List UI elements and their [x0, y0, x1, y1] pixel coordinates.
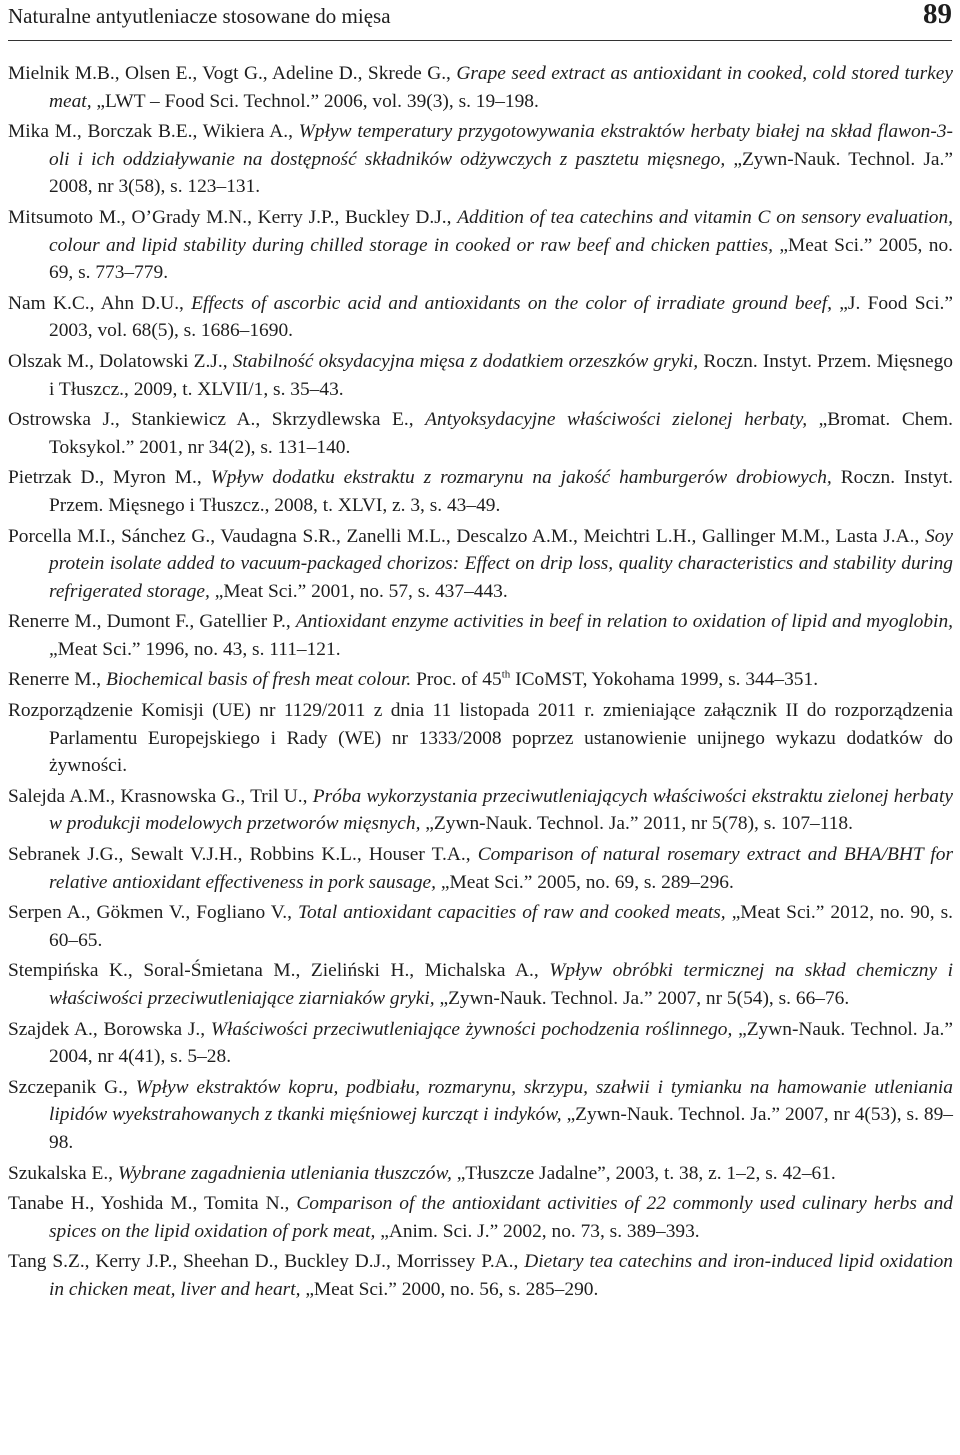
- reference-list: [8, 60, 953, 1304]
- reference-title: Dietary tea catechins and iron-induced lipid oxidation in chicken meat, liver and heart,: [49, 1251, 953, 1300]
- reference-source: „Meat Sci.” 2005, no. 69, s. 289–296.: [440, 871, 734, 893]
- reference-title: Właściwości przeciwutleniające żywności pochodzenia roślinnego,: [210, 1018, 733, 1040]
- reference-source: „Meat Sci.” 2005, no. 69, s. 773–779.: [49, 234, 954, 284]
- reference-source: „Zywn-Nauk. Technol. Ja.” 2007, nr 5(54), s. 66–76.: [439, 988, 850, 1009]
- reference-title: Wpływ temperatury przygotowywania ekstraktów herbaty białej na skład flawon-3-oli i ich oddziaływanie na dostępność składników odżywczych z pasztetu mięsnego,: [49, 121, 953, 170]
- reference-source: „LWT – Food Sci. Technol.” 2006, vol. 39(3), s. 19–198.: [96, 90, 539, 112]
- reference-title: Total antioxidant capacities of raw and cooked meats,: [298, 902, 726, 924]
- reference-title: Biochemical basis of fresh meat colour.: [106, 669, 412, 691]
- running-title: Naturalne antyutleniacze stosowane do mięsa: [8, 4, 391, 28]
- reference-source: „Zywn-Nauk. Technol. Ja.” 2011, nr 5(78), s. 107–118.: [425, 813, 853, 835]
- reference-source: Roczn. Instyt. Przem. Mięsnego i Tłuszcz., 2009, t. XLVII/1, s. 35–43.: [49, 350, 953, 400]
- reference-entry: [8, 118, 953, 201]
- reference-authors: Salejda A.M., Krasnowska G., Tril U.,: [8, 785, 308, 807]
- reference-authors: Mitsumoto M., O’Grady M.N., Kerry J.P., Buckley D.J.,: [8, 206, 452, 228]
- reference-authors: Szukalska E.,: [8, 1162, 114, 1184]
- reference-entry: [8, 1074, 953, 1157]
- reference-source: „J. Food Sci.” 2003, vol. 68(5), s. 1686–1690.: [49, 292, 953, 342]
- reference-authors: Nam K.C., Ahn D.U.,: [8, 292, 184, 314]
- reference-source: Roczn. Instyt. Przem. Mięsnego i Tłuszcz., 2008, t. XLVI, z. 3, s. 43–49.: [49, 467, 953, 516]
- reference-title: Comparison of the antioxidant activities of 22 commonly used culinary herbs and spices on the lipid oxidation of pork meat,: [49, 1193, 953, 1242]
- reference-entry: [8, 1160, 953, 1188]
- reference-text: Rozporządzenie Komisji (UE) nr 1129/2011 z dnia 11 listopada 2011 r. zmieniające załącznik II do rozporządzenia Parlamentu Europejskiego i Rady (WE) nr 1333/2008 poprzez ustanowienie unijnego wykazu dodatków do żywności.: [8, 700, 953, 777]
- reference-entry: [8, 348, 953, 403]
- reference-source: „Meat Sci.” 1996, no. 43, s. 111–121.: [49, 638, 341, 660]
- reference-source: „Zywn-Nauk. Technol. Ja.” 2007, nr 4(53), s. 89–98.: [49, 1104, 953, 1153]
- reference-entry: [8, 666, 953, 694]
- reference-source: „Zywn-Nauk. Technol. Ja.” 2008, nr 3(58), s. 123–131.: [49, 148, 953, 198]
- reference-entry: [8, 523, 953, 606]
- reference-source: „Anim. Sci. J.” 2002, no. 73, s. 389–393.: [380, 1220, 700, 1242]
- reference-authors: Mielnik M.B., Olsen E., Vogt G., Adeline D., Skrede G.,: [8, 63, 451, 84]
- reference-entry: [8, 1190, 953, 1245]
- reference-superscript: th: [501, 669, 511, 681]
- reference-entry: [8, 290, 953, 345]
- reference-authors: Renerre M., Dumont F., Gatellier P.,: [8, 611, 291, 633]
- reference-source: „Meat Sci.” 2001, no. 57, s. 437–443.: [214, 580, 508, 602]
- reference-authors: Pietrzak D., Myron M.,: [8, 467, 202, 489]
- reference-entry: [8, 608, 953, 663]
- reference-title: Effects of ascorbic acid and antioxidants on the color of irradiate ground beef,: [191, 292, 833, 314]
- reference-title: Wybrane zagadnienia utleniania tłuszczów,: [117, 1162, 452, 1184]
- reference-entry: [8, 60, 953, 115]
- page-number: 89: [923, 0, 952, 30]
- reference-entry: [8, 899, 953, 954]
- reference-title: Próba wykorzystania przeciwutleniających właściwości ekstraktu zielonej herbaty w produkcji modelowych przetworów mięsnych,: [49, 785, 953, 835]
- reference-authors: Tang S.Z., Kerry J.P., Sheehan D., Buckley D.J., Morrissey P.A.,: [8, 1251, 519, 1273]
- reference-entry: [8, 204, 953, 287]
- reference-authors: Mika M., Borczak B.E., Wikiera A.,: [8, 121, 293, 143]
- reference-authors: Tanabe H., Yoshida M., Tomita N.,: [8, 1193, 290, 1215]
- reference-authors: Olszak M., Dolatowski Z.J.,: [8, 350, 228, 372]
- reference-authors: Serpen A., Gökmen V., Fogliano V.,: [8, 902, 293, 924]
- reference-title: Stabilność oksydacyjna mięsa z dodatkiem orzeszków gryki,: [232, 350, 699, 372]
- reference-title: Antyoksydacyjne właściwości zielonej herbaty,: [425, 409, 808, 431]
- reference-authors: Ostrowska J., Stankiewicz A., Skrzydlewska E.,: [8, 409, 414, 431]
- reference-entry: [8, 464, 953, 519]
- reference-source: „Tłuszcze Jadalne”, 2003, t. 38, z. 1–2, s. 42–61.: [456, 1162, 836, 1184]
- reference-entry: [8, 1016, 953, 1071]
- reference-authors: Sebranek J.G., Sewalt V.J.H., Robbins K.L., Houser T.A.,: [8, 844, 471, 866]
- reference-authors: Szajdek A., Borowska J.,: [8, 1018, 206, 1040]
- page-header: [8, 0, 952, 41]
- reference-source: „Meat Sci.” 2000, no. 56, s. 285–290.: [305, 1278, 599, 1300]
- reference-entry: [8, 841, 953, 896]
- reference-title: Antioxidant enzyme activities in beef in relation to oxidation of lipid and myoglobin,: [295, 611, 953, 633]
- reference-authors: Stempińska K., Soral-Śmietana M., Zieliński H., Michalska A.,: [8, 960, 539, 982]
- reference-title: Addition of tea catechins and vitamin C on sensory evaluation, colour and lipid stability during chilled storage in cooked or raw beef and chicken patties,: [49, 206, 953, 256]
- reference-source: ICoMST, Yokohama 1999, s. 344–351.: [515, 669, 819, 691]
- reference-source-prefix: Proc. of 45: [416, 669, 502, 691]
- reference-entry: [8, 697, 953, 780]
- reference-authors: Renerre M.,: [8, 669, 102, 691]
- reference-title: Grape seed extract as antioxidant in cooked, cold stored turkey meat,: [49, 63, 953, 112]
- reference-title: Wpływ ekstraktów kopru, podbiału, rozmarynu, skrzypu, szałwii i tymianku na hamowanie utleniania lipidów wyekstrahowanych z tkanki mięśniowej kurcząt i indyków,: [49, 1076, 953, 1126]
- reference-entry: [8, 406, 953, 461]
- reference-title: Wpływ dodatku ekstraktu z rozmarynu na jakość hamburgerów drobiowych,: [210, 467, 832, 489]
- reference-title: Wpływ obróbki termicznej na skład chemiczny i właściwości przeciwutleniające ziarniaków gryki,: [49, 960, 954, 1009]
- reference-authors: Szczepanik G.,: [8, 1076, 128, 1098]
- reference-authors: Porcella M.I., Sánchez G., Vaudagna S.R., Zanelli M.L., Descalzo A.M., Meichtri L.H., Gallinger M.M., Lasta J.A.,: [8, 525, 920, 547]
- reference-entry: [8, 783, 953, 838]
- reference-source: „Bromat. Chem. Toksykol.” 2001, nr 34(2), s. 131–140.: [49, 409, 953, 458]
- reference-source: „Meat Sci.” 2012, no. 90, s. 60–65.: [49, 902, 953, 951]
- reference-source: „Zywn-Nauk. Technol. Ja.” 2004, nr 4(41), s. 5–28.: [49, 1018, 953, 1068]
- reference-title: Comparison of natural rosemary extract and BHA/BHT for relative antioxidant effectiveness in pork sausage,: [49, 844, 954, 893]
- reference-title: Soy protein isolate added to vacuum-packaged chorizos: Effect on drip loss, quality characteristics and stability during refrigerated storage,: [49, 525, 953, 602]
- reference-entry: [8, 957, 953, 1012]
- reference-entry: [8, 1248, 953, 1303]
